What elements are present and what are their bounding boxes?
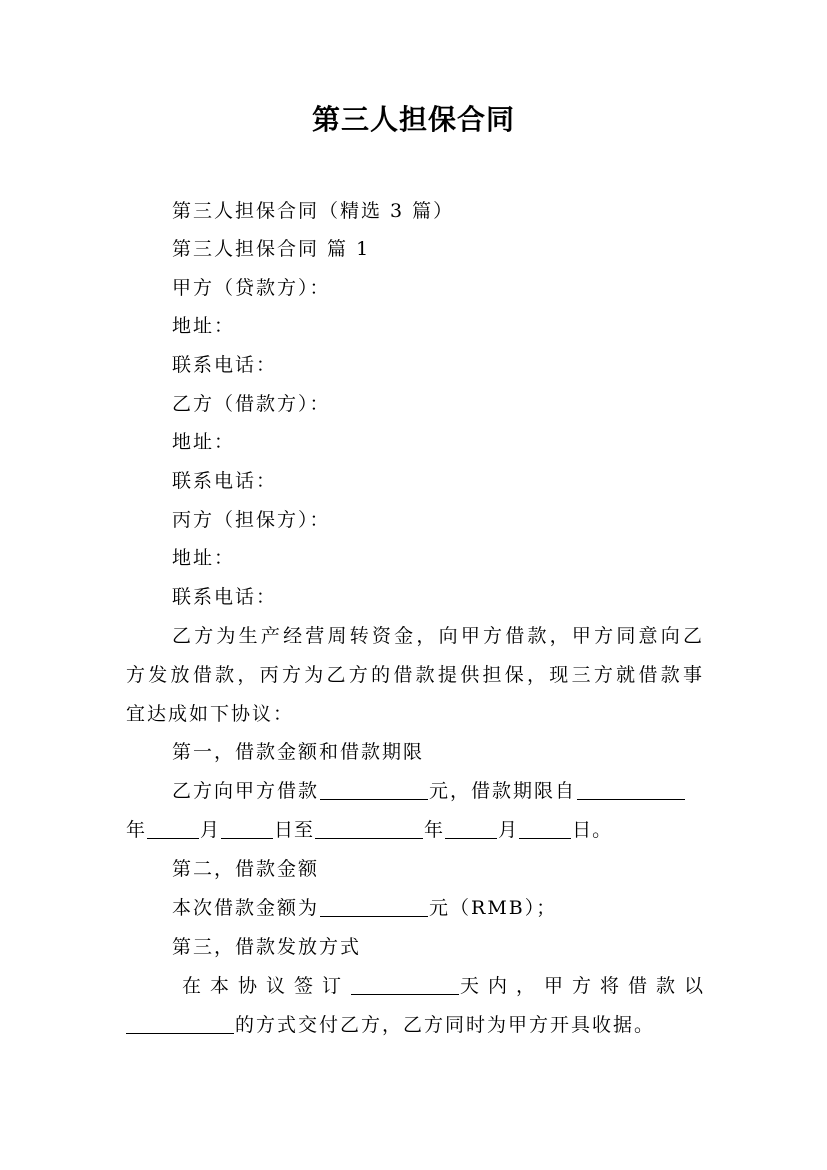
party-b-label: 乙方（借款方）： (172, 393, 331, 415)
party-a-phone: 联系电话： (172, 354, 278, 376)
party-c-phone: 联系电话： (172, 586, 278, 608)
paragraph-line: 宜达成如下协议： (126, 703, 295, 725)
paragraph-line: 方发放借款，丙方为乙方的借款提供担保，现三方就借款事 (126, 664, 702, 686)
text-segment: 元，借款期限自 (429, 780, 577, 802)
paragraph-line (126, 967, 713, 1005)
section-heading: 第三人担保合同 篇 1 (172, 238, 371, 260)
fill-blank (351, 970, 459, 995)
text-segment: 年 (424, 819, 445, 841)
fill-blank (320, 775, 428, 800)
fill-blank (320, 892, 428, 917)
subtitle-line: 第三人担保合同（精选 3 篇） (172, 200, 455, 222)
fill-blank (577, 775, 685, 800)
paragraph-line: 乙方为生产经营周转资金，向甲方借款，甲方同意向乙 (172, 625, 702, 647)
fill-blank (315, 814, 423, 839)
text-segment: 日。 (572, 819, 613, 841)
document-title: 第三人担保合同 (311, 103, 515, 136)
text-segment: 在本协议签订 (182, 975, 351, 997)
paragraph-line (126, 811, 702, 849)
clause-heading-2: 第二，借款金额 (172, 858, 320, 880)
paragraph-line (126, 889, 702, 927)
party-c-address: 地址： (172, 547, 236, 569)
party-b-phone: 联系电话： (172, 470, 278, 492)
text-segment: 乙方向甲方借款 (172, 780, 320, 802)
text-segment: 年 (126, 819, 147, 841)
party-a-address: 地址： (172, 315, 236, 337)
text-segment: 的方式交付乙方，乙方同时为甲方开具收据。 (235, 1014, 656, 1036)
party-b-address: 地址： (172, 431, 236, 453)
text-segment: 天内，甲方将借款以 (460, 975, 713, 997)
fill-blank (126, 1009, 234, 1034)
text-segment: 元（RMB）； (429, 897, 558, 919)
party-c-label: 丙方（担保方）： (172, 509, 331, 531)
paragraph-line (126, 772, 702, 810)
text-segment: 月 (498, 819, 519, 841)
fill-blank (221, 814, 273, 839)
clause-heading-3: 第三，借款发放方式 (172, 936, 362, 958)
fill-blank (519, 814, 571, 839)
text-segment: 本次借款金额为 (172, 897, 320, 919)
clause-heading-1: 第一，借款金额和借款期限 (172, 741, 425, 763)
fill-blank (147, 814, 199, 839)
text-segment: 月 (200, 819, 221, 841)
fill-blank (445, 814, 497, 839)
text-segment: 日至 (274, 819, 315, 841)
party-a-label: 甲方（贷款方）： (172, 277, 331, 299)
paragraph-line (126, 1006, 702, 1044)
